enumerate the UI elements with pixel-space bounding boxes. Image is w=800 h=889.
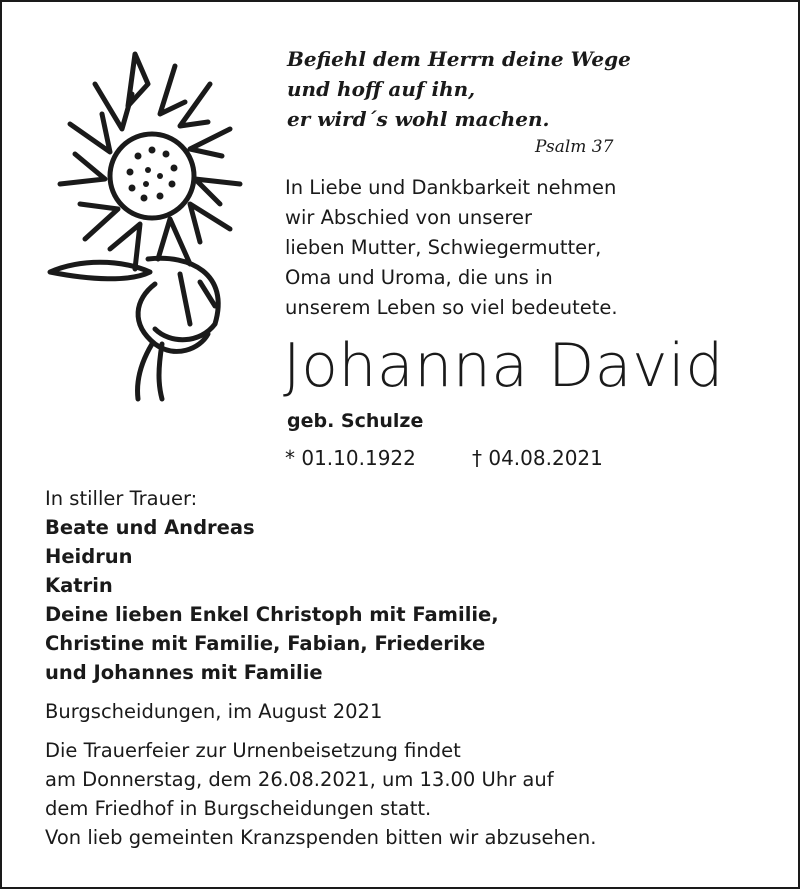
- birth-date: * 01.10.1922: [285, 446, 416, 470]
- intro-line: lieben Mutter, Schwiegermutter,: [285, 236, 602, 259]
- intro-line: Oma und Uroma, die uns in: [285, 266, 553, 289]
- death-date: † 04.08.2021: [472, 446, 603, 470]
- intro-text: [285, 173, 618, 323]
- deceased-name: Johanna David: [283, 331, 724, 401]
- mourner-line: und Johannes mit Familie: [45, 661, 323, 684]
- sunflower-icon: [40, 44, 265, 404]
- notice-line: Die Trauerfeier zur Urnenbeisetzung findet: [45, 739, 461, 762]
- maiden-name: geb. Schulze: [287, 410, 424, 432]
- verse-source: Psalm 37: [535, 137, 614, 157]
- intro-line: In Liebe und Dankbarkeit nehmen: [285, 176, 617, 199]
- intro-line: unserem Leben so viel bedeutete.: [285, 296, 618, 319]
- notice-line: dem Friedhof in Burgscheidungen statt.: [45, 797, 432, 820]
- mourner-line: Heidrun: [45, 545, 133, 568]
- intro-line: wir Abschied von unserer: [285, 206, 533, 229]
- mourner-line: Beate und Andreas: [45, 516, 255, 539]
- place-date: Burgscheidungen, im August 2021: [45, 700, 383, 723]
- notice-line: am Donnerstag, dem 26.08.2021, um 13.00 Uhr auf: [45, 768, 554, 791]
- verse-line: und hoff auf ihn,: [287, 77, 476, 101]
- mourners-list: [45, 484, 499, 687]
- mourners-heading: In stiller Trauer:: [45, 487, 198, 510]
- bible-verse: [287, 44, 631, 134]
- mourner-line: Katrin: [45, 574, 113, 597]
- mourner-line: Deine lieben Enkel Christoph mit Familie,: [45, 603, 499, 626]
- notice-line: Von lieb gemeinten Kranzspenden bitten wir abzusehen.: [45, 826, 597, 849]
- verse-line: Befiehl dem Herrn deine Wege: [287, 47, 631, 71]
- funeral-notice: [45, 736, 596, 852]
- mourner-line: Christine mit Familie, Fabian, Friederike: [45, 632, 486, 655]
- verse-line: er wird´s wohl machen.: [287, 107, 550, 131]
